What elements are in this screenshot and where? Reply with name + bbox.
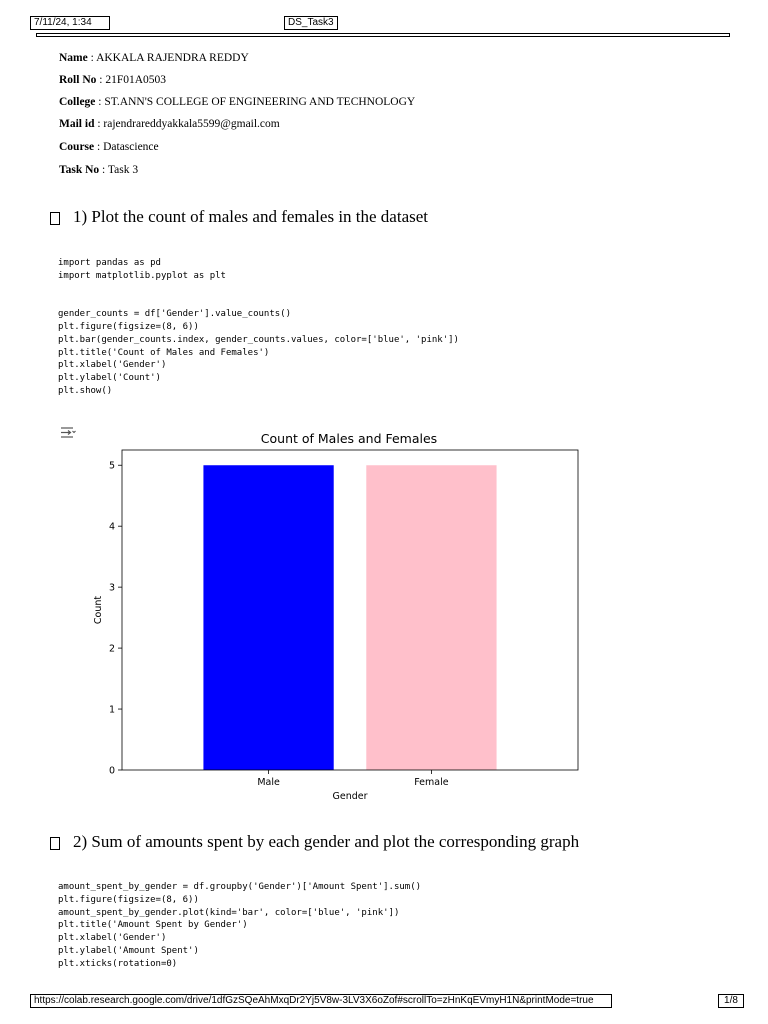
info-roll-no: Roll No : 21F01A0503 (59, 74, 167, 86)
print-datetime: 7/11/24, 1:34 (30, 16, 110, 30)
section-2-heading: 2) Sum of amounts spent by each gender and plot the corresponding graph (50, 832, 579, 852)
plot-frame (122, 450, 578, 770)
y-tick-label: 4 (108, 521, 115, 533)
print-title: DS_Task3 (284, 16, 338, 30)
info-name: Name : AKKALA RAJENDRA REDDY (59, 52, 249, 64)
print-url: https://colab.research.google.com/drive/1dfGzSQeAhMxqDr2Yj5V8w-3LV3X6oZof#scrollTo=zHnKqEVmyH1N&printMode=true (30, 994, 612, 1008)
output-toggle-icon[interactable] (60, 426, 76, 440)
y-tick-label: 3 (108, 582, 115, 594)
y-tick-label: 2 (108, 643, 115, 655)
header-divider (36, 33, 730, 37)
section-1-heading: 1) Plot the count of males and females in the dataset (50, 207, 428, 227)
x-axis-label: Gender (332, 791, 368, 802)
info-mail-id: Mail id : rajendrareddyakkala5599@gmail.com (59, 118, 280, 130)
info-course: Course : Datascience (59, 141, 159, 153)
count-bar-chart (80, 425, 600, 810)
collapse-section-icon[interactable] (50, 837, 60, 850)
x-tick-label: Male (257, 777, 280, 788)
page-number: 1/8 (718, 994, 744, 1008)
x-tick-label: Female (414, 777, 449, 788)
y-axis-label: Count (93, 595, 104, 625)
collapse-section-icon[interactable] (50, 212, 60, 225)
bar-female (366, 465, 496, 770)
y-tick-label: 5 (108, 460, 115, 472)
bar-male (203, 465, 333, 770)
code-cell-2[interactable]: amount_spent_by_gender = df.groupby('Gender')['Amount Spent'].sum() plt.figure(figsize=(8, 6)) amount_spent_by_gender.plot(kind='bar', color=['blue', 'pink']) plt.title('Amount Spent by Gender') plt.xlabel('Gender') plt.ylabel('Amount Spent') plt.xticks(rotation=0) (58, 882, 422, 969)
code-cell-1[interactable]: import pandas as pd import matplotlib.pyplot as plt gender_counts = df['Gender'].value_counts() plt.figure(figsize=(8, 6)) plt.bar(gender_counts.index, gender_counts.values, color=['blue', 'pink']) plt.title('Count of Males and Females') plt.xlabel('Gender') plt.ylabel('Count') plt.show() (58, 258, 459, 396)
y-tick-label: 1 (108, 704, 115, 716)
y-tick-label: 0 (108, 765, 115, 777)
info-task-no: Task No : Task 3 (59, 164, 139, 176)
chart-title: Count of Males and Females (260, 431, 438, 446)
info-college: College : ST.ANN'S COLLEGE OF ENGINEERING AND TECHNOLOGY (59, 96, 416, 108)
